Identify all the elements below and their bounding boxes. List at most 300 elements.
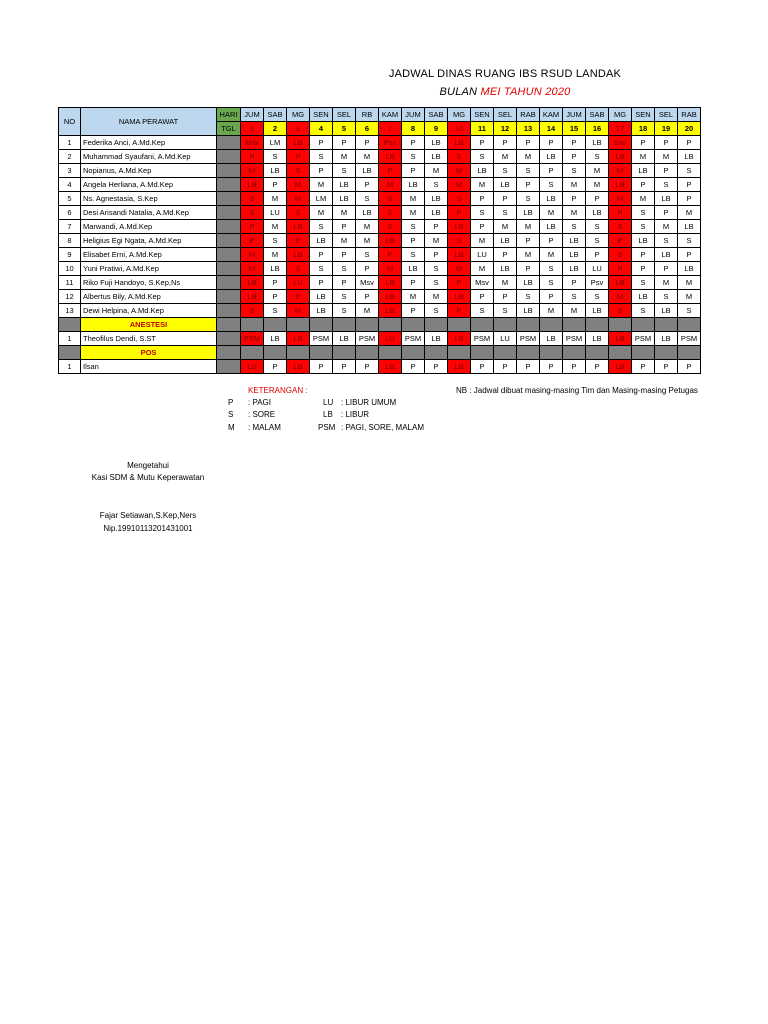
section-spacer [632,346,655,360]
shift-cell: LB [655,248,678,262]
date-header: 12 [494,122,517,136]
row-number: 10 [59,262,81,276]
shift-cell: M [563,206,586,220]
shift-cell: S [287,164,310,178]
shift-cell: M [471,178,494,192]
table-row [59,150,701,164]
section-spacer [563,318,586,332]
nurse-name: Yuni Pratiwi, A.Md.Kep [81,262,217,276]
spacer-cell [217,290,241,304]
shift-cell: M [517,220,540,234]
shift-cell: P [402,234,425,248]
shift-cell: P [402,136,425,150]
shift-cell: LB [310,290,333,304]
shift-cell: P [310,360,333,374]
shift-cell: S [586,220,609,234]
date-header: 18 [632,122,655,136]
row-number: 5 [59,192,81,206]
shift-cell: S [310,262,333,276]
shift-cell: LB [264,332,287,346]
nurse-name: Albertus Bily, A.Md.Kep [81,290,217,304]
section-spacer [655,346,678,360]
day-header: SAB [586,108,609,122]
shift-cell: LB [632,164,655,178]
shift-cell: LU [379,332,402,346]
shift-cell: P [517,360,540,374]
shift-cell: S [563,290,586,304]
shift-cell: M [333,150,356,164]
legend-desc-psm: : PAGI, SORE, MALAM [341,423,424,432]
nurse-name: Ilsan [81,360,217,374]
shift-cell: M [655,150,678,164]
shift-cell: P [540,136,563,150]
section-spacer [356,346,379,360]
shift-cell: P [609,262,632,276]
shift-cell: LB [609,332,632,346]
shift-cell: P [563,276,586,290]
shift-cell: P [632,360,655,374]
day-header: SEN [632,108,655,122]
shift-cell: P [494,290,517,304]
shift-cell: S [586,150,609,164]
hari-label: HARI [217,108,241,122]
date-header: 6 [356,122,379,136]
shift-cell: LB [425,332,448,346]
date-header: 5 [333,122,356,136]
shift-cell: S [678,164,701,178]
shift-cell: LB [609,178,632,192]
shift-cell: M [517,150,540,164]
section-spacer [310,318,333,332]
table-row [59,206,701,220]
shift-cell: M [609,192,632,206]
shift-cell: LB [425,206,448,220]
nurse-name: Theofilus Dendi, S.ST [81,332,217,346]
schedule-title: JADWAL DINAS RUANG IBS RSUD LANDAK [388,68,622,80]
section-spacer [609,346,632,360]
shift-cell: LB [632,290,655,304]
shift-cell: PSM [402,332,425,346]
shift-cell: S [517,192,540,206]
shift-cell: LB [425,150,448,164]
shift-cell: P [540,290,563,304]
table-row [59,248,701,262]
shift-cell: LB [609,360,632,374]
shift-cell: S [241,206,264,220]
shift-cell: P [471,136,494,150]
shift-cell: P [333,360,356,374]
shift-cell: P [471,290,494,304]
shift-cell: M [448,178,471,192]
shift-cell: S [264,304,287,318]
shift-cell: LB [586,136,609,150]
shift-cell: S [609,220,632,234]
shift-cell: M [356,220,379,234]
nurse-name: Muhammad Syaufani, A.Md.Kep [81,150,217,164]
shift-cell: S [678,234,701,248]
shift-cell: S [609,304,632,318]
shift-cell: M [540,248,563,262]
spacer-cell [217,276,241,290]
shift-cell: S [517,290,540,304]
shift-cell: M [563,304,586,318]
shift-cell: P [517,136,540,150]
shift-cell: P [609,234,632,248]
spacer-cell [217,332,241,346]
nurse-name: Elisabet Erni, A.Md.Kep [81,248,217,262]
legend-code-lu: LU [323,398,334,407]
nurse-name: Dewi Helpina, A.Md.Kep [81,304,217,318]
shift-cell: P [494,192,517,206]
shift-cell: P [540,164,563,178]
shift-cell: LB [678,220,701,234]
section-spacer [379,346,402,360]
shift-cell: LB [586,206,609,220]
shift-cell: LB [540,332,563,346]
shift-cell: S [402,248,425,262]
shift-cell: P [310,248,333,262]
shift-cell: LB [448,248,471,262]
shift-cell: PSM [356,332,379,346]
shift-cell: S [494,206,517,220]
shift-cell: LB [264,164,287,178]
day-header: SEN [310,108,333,122]
shift-cell: PSM [241,332,264,346]
shift-cell: P [333,248,356,262]
section-spacer [448,346,471,360]
shift-cell: PSM [563,332,586,346]
shift-cell: S [241,192,264,206]
shift-cell: P [563,360,586,374]
shift-cell: P [632,136,655,150]
shift-cell: M [264,192,287,206]
section-spacer [241,346,264,360]
shift-cell: LB [402,178,425,192]
date-header: 19 [655,122,678,136]
spacer-cell [217,360,241,374]
shift-cell: P [448,276,471,290]
spacer-cell [217,234,241,248]
shift-cell: P [241,150,264,164]
spacer-cell [217,206,241,220]
shift-cell: P [448,304,471,318]
shift-cell: S [402,150,425,164]
shift-cell: S [448,234,471,248]
shift-cell: S [632,276,655,290]
section-spacer [655,318,678,332]
date-header: 7 [379,122,402,136]
shift-cell: S [632,304,655,318]
legend-title: KETERANGAN : [248,386,308,395]
section-spacer [586,318,609,332]
day-header: KAM [540,108,563,122]
table-row [59,220,701,234]
table-row [59,360,701,374]
shift-cell: P [241,220,264,234]
shift-cell: S [287,206,310,220]
table-row [59,178,701,192]
shift-cell: P [264,178,287,192]
section-spacer [586,346,609,360]
shift-cell: LB [448,360,471,374]
legend-code-p: P [228,398,234,407]
row-number: 4 [59,178,81,192]
legend-note: NB : Jadwal dibuat masing-masing Tim dan Masing-masing Petugas [456,386,698,395]
schedule-table [58,107,701,374]
shift-cell: M [471,234,494,248]
shift-cell: LB [563,262,586,276]
day-header: MG [609,108,632,122]
date-header: 9 [425,122,448,136]
shift-cell: LB [517,206,540,220]
shift-cell: LB [310,304,333,318]
row-number: 13 [59,304,81,318]
section-spacer [333,318,356,332]
nurse-name: Ns. Agnestasia, S.Kep [81,192,217,206]
shift-cell: M [678,206,701,220]
shift-cell: P [563,192,586,206]
shift-cell: S [655,178,678,192]
section-spacer [402,346,425,360]
row-number: 2 [59,150,81,164]
day-header: SEN [471,108,494,122]
shift-cell: LB [287,248,310,262]
shift-cell: LB [425,136,448,150]
section-spacer [402,318,425,332]
spacer-cell [217,262,241,276]
shift-cell: S [356,248,379,262]
shift-cell: P [678,248,701,262]
shift-cell: M [471,262,494,276]
day-header: SAB [425,108,448,122]
legend-code-s: S [228,410,234,419]
shift-cell: P [655,136,678,150]
date-header: 15 [563,122,586,136]
shift-cell: LB [402,262,425,276]
section-spacer [678,346,701,360]
shift-cell: Psv [586,276,609,290]
shift-cell: S [333,304,356,318]
shift-cell: P [287,290,310,304]
date-header: 3 [287,122,310,136]
shift-cell: LB [563,248,586,262]
shift-cell: M [655,276,678,290]
shift-cell: S [310,150,333,164]
shift-cell: LB [563,234,586,248]
shift-cell: M [678,276,701,290]
date-header: 16 [586,122,609,136]
shift-cell: P [264,276,287,290]
shift-cell: LB [448,136,471,150]
shift-cell: P [655,262,678,276]
shift-cell: PSM [517,332,540,346]
shift-cell: P [517,178,540,192]
shift-cell: M [287,304,310,318]
shift-cell: P [333,276,356,290]
table-row [59,192,701,206]
spacer-cell [217,178,241,192]
date-header: 20 [678,122,701,136]
shift-cell: S [586,234,609,248]
shift-cell: M [379,178,402,192]
shift-cell: M [310,178,333,192]
table-row [59,234,701,248]
shift-cell: S [379,206,402,220]
shift-cell: P [471,220,494,234]
shift-cell: P [563,150,586,164]
shift-cell: M [402,192,425,206]
section-spacer [494,346,517,360]
shift-cell: S [563,164,586,178]
shift-cell: P [402,360,425,374]
row-number: 9 [59,248,81,262]
shift-cell: LB [655,304,678,318]
shift-cell: LB [471,164,494,178]
shift-cell: Msv [471,276,494,290]
shift-cell: P [425,248,448,262]
shift-cell: M [402,206,425,220]
shift-cell: LU [264,206,287,220]
section-spacer [471,318,494,332]
shift-cell: LB [448,332,471,346]
section-spacer [264,318,287,332]
shift-cell: P [678,136,701,150]
shift-cell: M [356,304,379,318]
shift-cell: PSM [310,332,333,346]
legend-desc-lb: : LIBUR [341,410,370,419]
signature-nip: Nip.19910113201431001 [103,524,193,533]
shift-cell: M [540,304,563,318]
nurse-name: Angela Herliana, A.Md.Kep [81,178,217,192]
shift-cell: Msv [356,276,379,290]
day-header: JUM [402,108,425,122]
shift-cell: LB [287,220,310,234]
section-spacer [471,346,494,360]
table-row [59,290,701,304]
shift-cell: M [586,178,609,192]
shift-cell: P [494,360,517,374]
shift-cell: S [448,192,471,206]
section-spacer [379,318,402,332]
shift-cell: LB [678,150,701,164]
shift-cell: M [494,276,517,290]
shift-cell: M [333,206,356,220]
shift-cell: P [356,262,379,276]
shift-cell: P [379,248,402,262]
legend-code-psm: PSM [318,423,336,432]
section-spacer [59,346,81,360]
shift-cell: P [632,248,655,262]
shift-cell: P [333,220,356,234]
shift-cell: M [241,248,264,262]
section-spacer [540,318,563,332]
shift-cell: M [356,234,379,248]
tgl-label: TGL [217,122,241,136]
col-header-no: NO [59,108,81,136]
section-label: POS [81,346,217,360]
shift-cell: LB [356,206,379,220]
legend-desc-lu: : LIBUR UMUM [341,398,397,407]
shift-cell: P [356,290,379,304]
shift-cell: LB [287,360,310,374]
day-header: MG [287,108,310,122]
spacer-cell [217,220,241,234]
nurse-name: Riko Fuji Handoyo, S.Kep,Ns [81,276,217,290]
row-number: 8 [59,234,81,248]
shift-cell: P [356,360,379,374]
row-number: 12 [59,290,81,304]
nurse-name: Marwandi, A.Md.Kep [81,220,217,234]
shift-cell: S [425,304,448,318]
shift-cell: LB [241,178,264,192]
legend-desc-m: : MALAM [248,423,281,432]
shift-cell: S [471,150,494,164]
day-header: SAB [264,108,287,122]
section-spacer [609,318,632,332]
shift-cell: LB [287,332,310,346]
section-spacer [632,318,655,332]
shift-cell: P [655,206,678,220]
shift-cell: S [540,178,563,192]
day-header: RAB [678,108,701,122]
shift-cell: P [586,192,609,206]
shift-cell: M [540,206,563,220]
shift-cell: LB [540,150,563,164]
section-spacer [241,318,264,332]
shift-cell: P [333,136,356,150]
spacer-cell [217,304,241,318]
section-spacer [448,318,471,332]
section-spacer [563,346,586,360]
shift-cell: LB [241,290,264,304]
shift-cell: LB [540,192,563,206]
shift-cell: P [402,304,425,318]
shift-cell: LM [264,136,287,150]
shift-cell: M [379,262,402,276]
shift-cell: M [402,290,425,304]
shift-cell: S [540,262,563,276]
shift-cell: M [678,290,701,304]
shift-cell: S [264,150,287,164]
section-spacer [333,346,356,360]
shift-cell: LB [609,276,632,290]
legend-code-lb: LB [323,410,333,419]
shift-cell: LB [379,360,402,374]
shift-cell: LB [517,276,540,290]
col-header-name: NAMA PERAWAT [81,108,217,136]
shift-cell: M [448,262,471,276]
day-header: KAM [379,108,402,122]
shift-cell: S [471,304,494,318]
shift-cell: S [425,276,448,290]
shift-cell: LB [333,332,356,346]
shift-cell: S [517,164,540,178]
shift-cell: P [586,248,609,262]
shift-cell: M [609,164,632,178]
spacer-cell [217,192,241,206]
shift-cell: PSM [632,332,655,346]
section-spacer [264,346,287,360]
section-spacer [425,318,448,332]
day-header: SEL [333,108,356,122]
shift-cell: M [632,150,655,164]
section-label: ANESTESI [81,318,217,332]
shift-cell: S [264,234,287,248]
shift-cell: S [333,290,356,304]
section-spacer [287,346,310,360]
shift-cell: M [494,220,517,234]
shift-cell: LB [494,262,517,276]
